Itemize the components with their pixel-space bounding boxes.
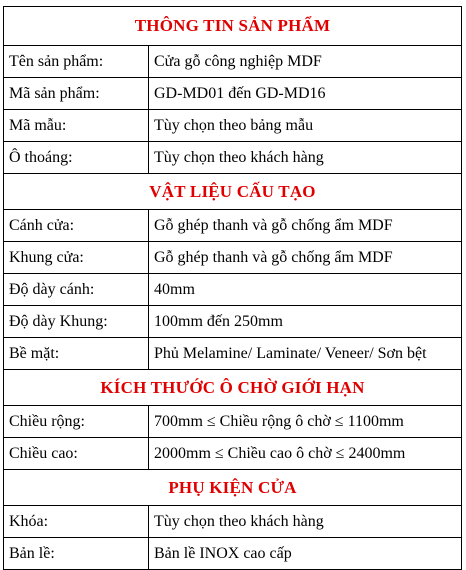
row-value: Tùy chọn theo bảng mẫu bbox=[149, 110, 462, 142]
row-label: Bản lề: bbox=[4, 538, 149, 570]
row-label: Độ dày cánh: bbox=[4, 274, 149, 306]
table-row bbox=[4, 46, 462, 78]
row-label: Chiều rộng: bbox=[4, 406, 149, 438]
row-value: GD-MD01 đến GD-MD16 bbox=[149, 78, 462, 110]
table-row bbox=[4, 110, 462, 142]
row-value: 2000mm ≤ Chiều cao ô chờ ≤ 2400mm bbox=[149, 438, 462, 470]
table-row bbox=[4, 538, 462, 570]
row-label: Khóa: bbox=[4, 506, 149, 538]
row-label: Khung cửa: bbox=[4, 242, 149, 274]
row-value: 100mm đến 250mm bbox=[149, 306, 462, 338]
row-value: Bản lề INOX cao cấp bbox=[149, 538, 462, 570]
row-label: Mã sản phẩm: bbox=[4, 78, 149, 110]
table-row bbox=[4, 406, 462, 438]
row-value: Gỗ ghép thanh và gỗ chống ẩm MDF bbox=[149, 242, 462, 274]
row-value: Phủ Melamine/ Laminate/ Veneer/ Sơn bệt bbox=[149, 338, 462, 370]
table-row bbox=[4, 142, 462, 174]
row-value: Gỗ ghép thanh và gỗ chống ẩm MDF bbox=[149, 210, 462, 242]
section-header-product-info bbox=[4, 7, 462, 46]
table-row bbox=[4, 242, 462, 274]
table-row bbox=[4, 506, 462, 538]
row-value: Tùy chọn theo khách hàng bbox=[149, 142, 462, 174]
row-value: 700mm ≤ Chiều rộng ô chờ ≤ 1100mm bbox=[149, 406, 462, 438]
section-header-opening-size bbox=[4, 370, 462, 406]
table-row bbox=[4, 338, 462, 370]
table-row bbox=[4, 306, 462, 338]
table-row bbox=[4, 438, 462, 470]
table-row bbox=[4, 210, 462, 242]
row-label: Cánh cửa: bbox=[4, 210, 149, 242]
table-row bbox=[4, 274, 462, 306]
row-value: Tùy chọn theo khách hàng bbox=[149, 506, 462, 538]
row-label: Mã mẫu: bbox=[4, 110, 149, 142]
section-title: KÍCH THƯỚC Ô CHỜ GIỚI HẠN bbox=[4, 370, 462, 406]
row-value: Cửa gỗ công nghiệp MDF bbox=[149, 46, 462, 78]
row-label: Tên sản phẩm: bbox=[4, 46, 149, 78]
section-title: THÔNG TIN SẢN PHẨM bbox=[4, 7, 462, 46]
table-row bbox=[4, 78, 462, 110]
row-label: Độ dày Khung: bbox=[4, 306, 149, 338]
product-spec-table bbox=[3, 6, 462, 570]
section-header-accessories bbox=[4, 470, 462, 506]
row-label: Chiều cao: bbox=[4, 438, 149, 470]
section-header-materials bbox=[4, 174, 462, 210]
section-title: VẬT LIỆU CẤU TẠO bbox=[4, 174, 462, 210]
section-title: PHỤ KIỆN CỬA bbox=[4, 470, 462, 506]
row-value: 40mm bbox=[149, 274, 462, 306]
row-label: Bề mặt: bbox=[4, 338, 149, 370]
row-label: Ô thoáng: bbox=[4, 142, 149, 174]
